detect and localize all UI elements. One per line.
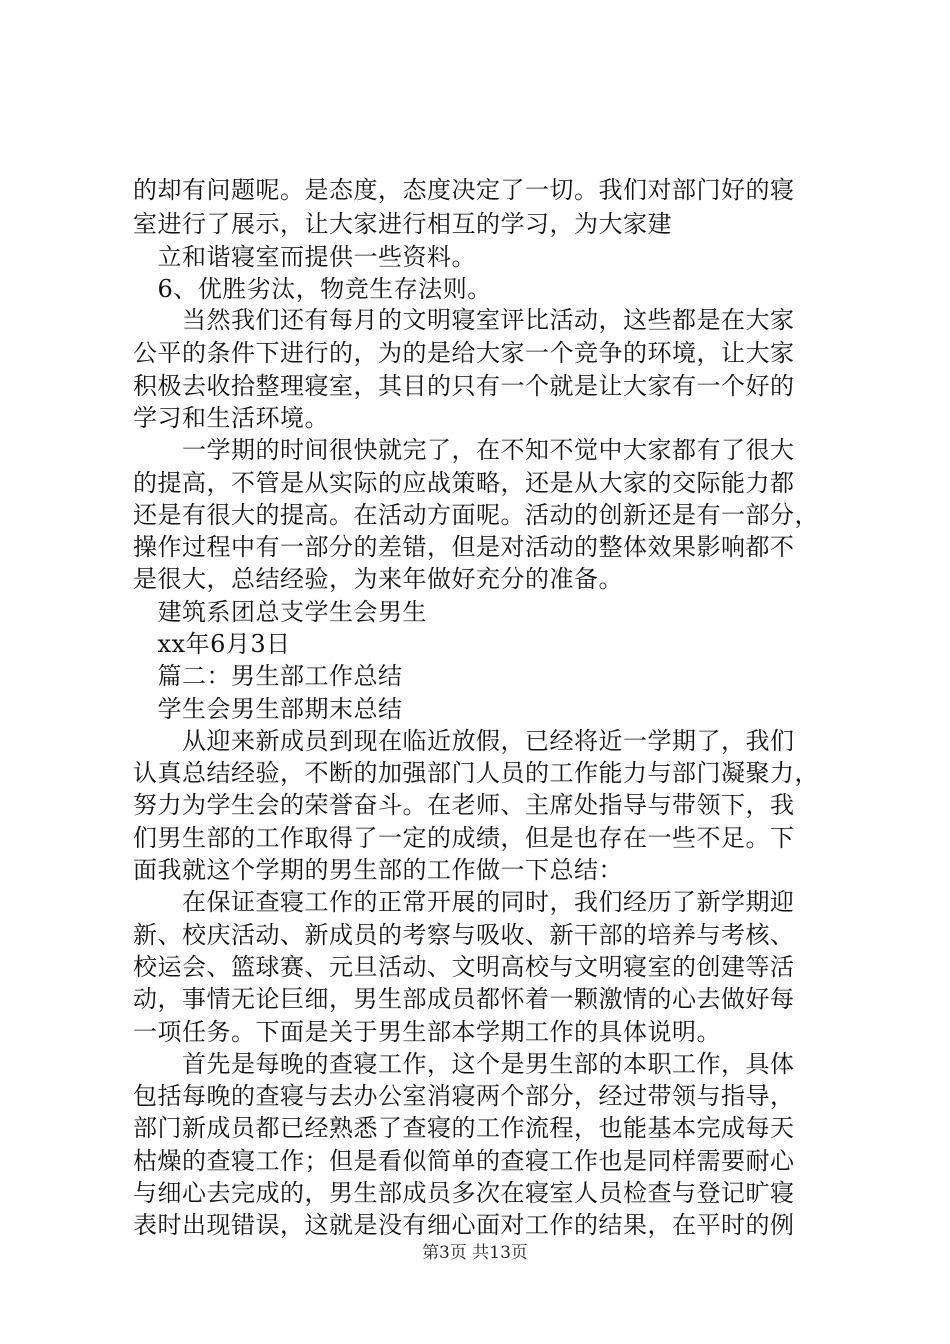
text-line: 部门新成员都已经熟悉了查寝的工作流程，也能基本完成每天 <box>133 1114 795 1142</box>
text-line: 表时出现错误，这就是没有细心面对工作的结果，在平时的例 <box>133 1211 795 1239</box>
text-line: 们男生部的工作取得了一定的成绩，但是也存在一些不足。下 <box>133 824 795 852</box>
text-line: 室进行了展示，让大家进行相互的学习，为大家建 <box>133 210 672 238</box>
text-line: 新、校庆活动、新成员的考察与吸收、新干部的培养与考核、 <box>133 921 795 949</box>
text-line: 6、优胜劣汰，物竞生存法则。 <box>133 275 492 303</box>
text-line: 公平的条件下进行的，为的是给大家一个竞争的环境，让大家 <box>133 339 795 367</box>
text-line: 还是有很大的提高。在活动方面呢。活动的创新还是有一部分， <box>133 501 819 529</box>
text-line: 努力为学生会的荣誉奋斗。在老师、主席处指导与带领下，我 <box>133 791 795 819</box>
text-line: 积极去收拾整理寝室，其目的只有一个就是让大家有一个好的 <box>133 372 795 400</box>
text-line: 当然我们还有每月的文明寝室评比活动，这些都是在大家 <box>133 306 795 334</box>
text-line: 立和谐寝室而提供一些资料。 <box>133 243 476 271</box>
text-line: 学习和生活环境。 <box>133 404 329 432</box>
text-line: 的提高，不管是从实际的应战策略，还是从大家的交际能力都 <box>133 469 795 497</box>
page-number-footer: 第3页 共13页 <box>422 1243 528 1263</box>
text-line: 一学期的时间很快就完了，在不知不觉中大家都有了很大 <box>133 436 795 464</box>
text-line: 与细心去完成的，男生部成员多次在寝室人员检查与登记旷寝 <box>133 1179 795 1207</box>
text-line: 是很大，总结经验，为来年做好充分的准备。 <box>133 565 623 593</box>
text-line: 学生会男生部期末总结 <box>133 695 403 723</box>
text-line: 一项任务。下面是关于男生部本学期工作的具体说明。 <box>133 1018 721 1046</box>
text-line: 包括每晚的查寝与去办公室消寝两个部分，经过带领与指导， <box>133 1082 795 1110</box>
text-line: 建筑系团总支学生会男生 <box>133 598 427 626</box>
text-line: 认真总结经验，不断的加强部门人员的工作能力与部门凝聚力， <box>133 759 819 787</box>
text-line: 从迎来新成员到现在临近放假，已经将近一学期了，我们 <box>133 727 795 755</box>
text-line: xx年6月3日 <box>133 630 291 658</box>
text-line: 校运会、篮球赛、元旦活动、文明高校与文明寝室的创建等活 <box>133 953 795 981</box>
text-line: 动，事情无论巨细，男生部成员都怀着一颗激情的心去做好每 <box>133 985 795 1013</box>
text-line: 面我就这个学期的男生部的工作做一下总结： <box>133 856 623 884</box>
text-line: 首先是每晚的查寝工作，这个是男生部的本职工作，具体 <box>133 1050 795 1078</box>
text-line: 操作过程中有一部分的差错，但是对活动的整体效果影响都不 <box>133 533 795 561</box>
text-line: 的却有问题呢。是态度，态度决定了一切。我们对部门好的寝 <box>133 176 795 204</box>
text-line: 篇二：男生部工作总结 <box>133 662 403 690</box>
text-line: 枯燥的查寝工作；但是看似简单的查寝工作也是同样需要耐心 <box>133 1147 795 1175</box>
text-line: 在保证查寝工作的正常开展的同时，我们经历了新学期迎 <box>133 888 795 916</box>
